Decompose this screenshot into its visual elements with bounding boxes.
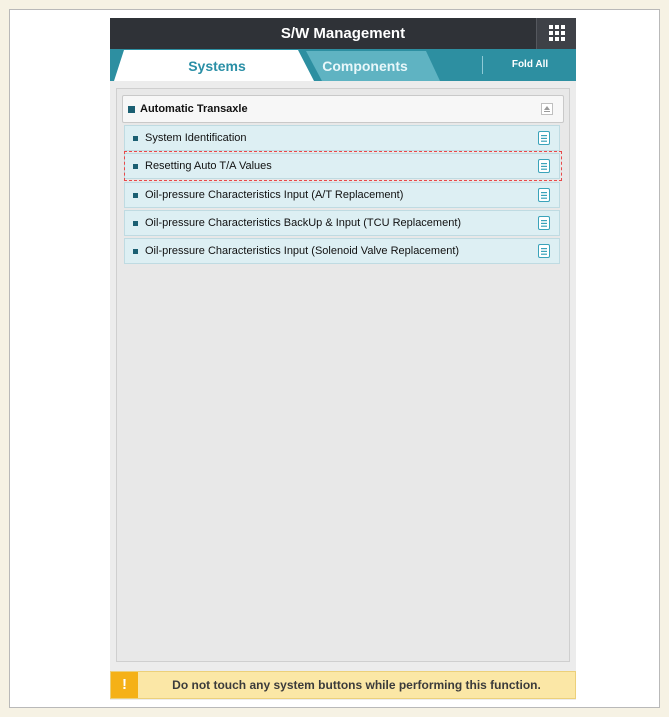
- fold-all-button[interactable]: Fold All: [511, 59, 549, 70]
- document-icon[interactable]: [538, 188, 550, 202]
- bullet-icon: [133, 221, 138, 226]
- list-item-oil-pressure-at-replacement[interactable]: [124, 182, 560, 208]
- systems-panel: [116, 88, 570, 662]
- document-icon[interactable]: [538, 131, 550, 145]
- toolbar-divider: [482, 56, 483, 74]
- document-icon[interactable]: [538, 216, 550, 230]
- title-bar: [110, 18, 576, 49]
- app-window: [110, 18, 576, 700]
- warning-icon: !: [111, 672, 138, 698]
- bullet-icon: [133, 249, 138, 254]
- item-label: System Identification: [145, 132, 247, 144]
- item-label: Oil-pressure Characteristics Input (A/T Replacement): [145, 189, 404, 201]
- tab-bar: [110, 49, 576, 81]
- app-menu-button[interactable]: [536, 18, 576, 49]
- collapse-button[interactable]: [541, 103, 553, 115]
- bullet-icon: [133, 136, 138, 141]
- list-item-oil-pressure-solenoid-valve-replacement[interactable]: [124, 238, 560, 264]
- app-title: S/W Management: [280, 25, 406, 42]
- warning-text: Do not touch any system buttons while performing this function.: [172, 678, 541, 692]
- bullet-icon: [133, 193, 138, 198]
- document-icon[interactable]: [538, 159, 550, 173]
- tab-components[interactable]: Components: [322, 58, 408, 74]
- document-icon[interactable]: [538, 244, 550, 258]
- group-header-automatic-transaxle[interactable]: [122, 95, 564, 123]
- item-label: Resetting Auto T/A Values: [145, 160, 272, 172]
- tab-systems[interactable]: Systems: [188, 58, 246, 74]
- warning-banner: [110, 671, 576, 699]
- group-label: Automatic Transaxle: [140, 103, 248, 115]
- grid-icon: [549, 25, 565, 41]
- item-label: Oil-pressure Characteristics BackUp & Input (TCU Replacement): [145, 217, 462, 229]
- list-item-resetting-auto-ta-values[interactable]: [124, 153, 560, 179]
- item-label: Oil-pressure Characteristics Input (Solenoid Valve Replacement): [145, 245, 460, 257]
- bullet-icon: [133, 164, 138, 169]
- bullet-icon: [128, 106, 135, 113]
- collapse-up-icon: [543, 105, 551, 113]
- list-item-oil-pressure-tcu-replacement[interactable]: [124, 210, 560, 236]
- list-item-system-identification[interactable]: [124, 125, 560, 151]
